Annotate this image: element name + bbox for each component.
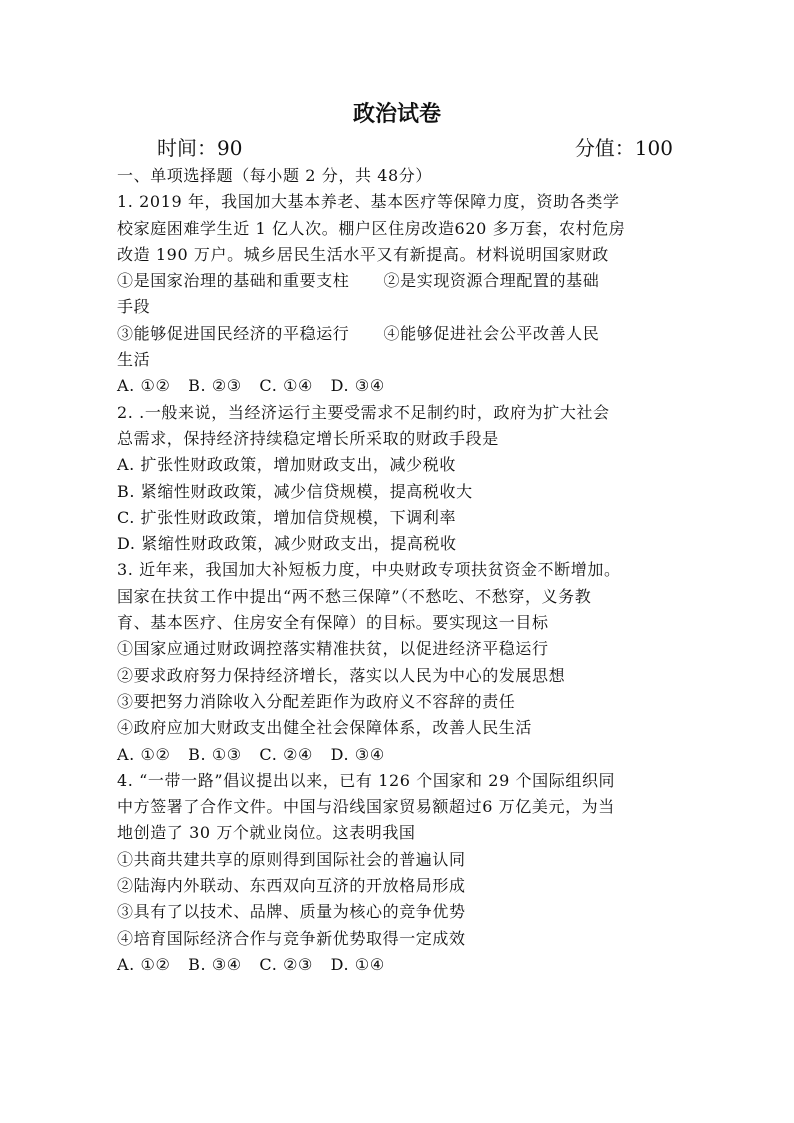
question-statement-line: 生活 xyxy=(117,350,151,370)
option-a: A. ①② xyxy=(117,376,171,396)
question-text-line: 4. “一带一路”倡议提出以来，已有 126 个国家和 29 个国际组织同 xyxy=(117,770,616,790)
question-text-line: 总需求，保持经济持续稳定增长所采取的财政手段是 xyxy=(117,428,499,448)
time-label: 时间：90 xyxy=(157,136,243,160)
question-3 xyxy=(117,557,677,767)
question-text-line: 3. 近年来，我国加大补短板力度，中央财政专项扶贫资金不断增加。 xyxy=(117,560,621,580)
option-b: B. 紧缩性财政政策，减少信贷规模，提高税收大 xyxy=(117,481,473,501)
question-statement-line: ①国家应通过财政调控落实精准扶贫，以促进经济平稳运行 xyxy=(117,639,549,659)
question-4 xyxy=(117,768,677,978)
option-a: A. 扩张性财政政策，增加财政支出，减少税收 xyxy=(117,455,456,475)
option-b: B. ②③ xyxy=(188,376,242,396)
option-c: C. ②④ xyxy=(259,744,313,764)
question-statement-line: ④培育国际经济合作与竞争新优势取得一定成效 xyxy=(117,928,466,948)
question-text-line: 改造 190 万户。城乡居民生活水平又有新提高。材料说明国家财政 xyxy=(117,244,609,264)
option-d: D. ③④ xyxy=(330,744,385,764)
exam-meta xyxy=(117,133,677,163)
question-statement-line: ③能够促进国民经济的平稳运行 ④能够促进社会公平改善人民 xyxy=(117,323,600,343)
option-c: C. 扩张性财政政策，增加信贷规模，下调利率 xyxy=(117,507,457,527)
score-label: 分值：100 xyxy=(574,136,673,160)
question-text-line: 校家庭困难学生近 1 亿人次。棚户区住房改造620 多万套，农村危房 xyxy=(117,218,626,238)
question-text-line: 育、基本医疗、住房安全有保障）的目标。要实现这一目标 xyxy=(117,613,549,633)
section-heading: 一、单项选择题（每小题 2 分，共 48分） xyxy=(117,166,432,185)
question-1 xyxy=(117,189,677,399)
exam-page xyxy=(117,95,677,978)
option-c: C. ②③ xyxy=(259,954,313,974)
question-text-line: 地创造了 30 万个就业岗位。这表明我国 xyxy=(117,823,416,843)
question-statement-line: ②要求政府努力保持经济增长，落实以人民为中心的发展思想 xyxy=(117,665,566,685)
question-text-line: 中方签署了合作文件。中国与沿线国家贸易额超过6 万亿美元，为当 xyxy=(117,797,615,817)
option-a: A. ①② xyxy=(117,954,171,974)
question-text-line: 2. .一般来说，当经济运行主要受需求不足制约时，政府为扩大社会 xyxy=(117,402,610,422)
page-title: 政治试卷 xyxy=(352,101,441,127)
question-statement-line: ①共商共建共享的原则得到国际社会的普遍认同 xyxy=(117,849,466,869)
option-d: D. ①④ xyxy=(330,954,385,974)
question-statement-line: ③要把努力消除收入分配差距作为政府义不容辞的责任 xyxy=(117,691,516,711)
option-d: D. 紧缩性财政政策，减少财政支出，提高税收 xyxy=(117,534,457,554)
answer-options xyxy=(117,952,677,978)
question-statement-line: ③具有了以技术、品牌、质量为核心的竞争优势 xyxy=(117,902,466,922)
option-c: C. ①④ xyxy=(259,376,313,396)
option-b: B. ③④ xyxy=(188,954,242,974)
answer-options xyxy=(117,373,677,399)
question-statement-line: ②陆海内外联动、东西双向互济的开放格局形成 xyxy=(117,876,466,896)
question-text-line: 1. 2019 年，我国加大基本养老、基本医疗等保障力度，资助各类学 xyxy=(117,192,620,212)
answer-options xyxy=(117,742,677,768)
question-2 xyxy=(117,400,677,558)
option-d: D. ③④ xyxy=(330,376,385,396)
option-a: A. ①② xyxy=(117,744,171,764)
option-b: B. ①③ xyxy=(188,744,242,764)
question-statement-line: 手段 xyxy=(117,297,151,317)
question-text-line: 国家在扶贫工作中提出“两不愁三保障”（不愁吃、不愁穿，义务教 xyxy=(117,586,592,606)
question-statement-line: ④政府应加大财政支出健全社会保障体系，改善人民生活 xyxy=(117,718,533,738)
question-statement-line: ①是国家治理的基础和重要支柱 ②是实现资源合理配置的基础 xyxy=(117,271,600,291)
